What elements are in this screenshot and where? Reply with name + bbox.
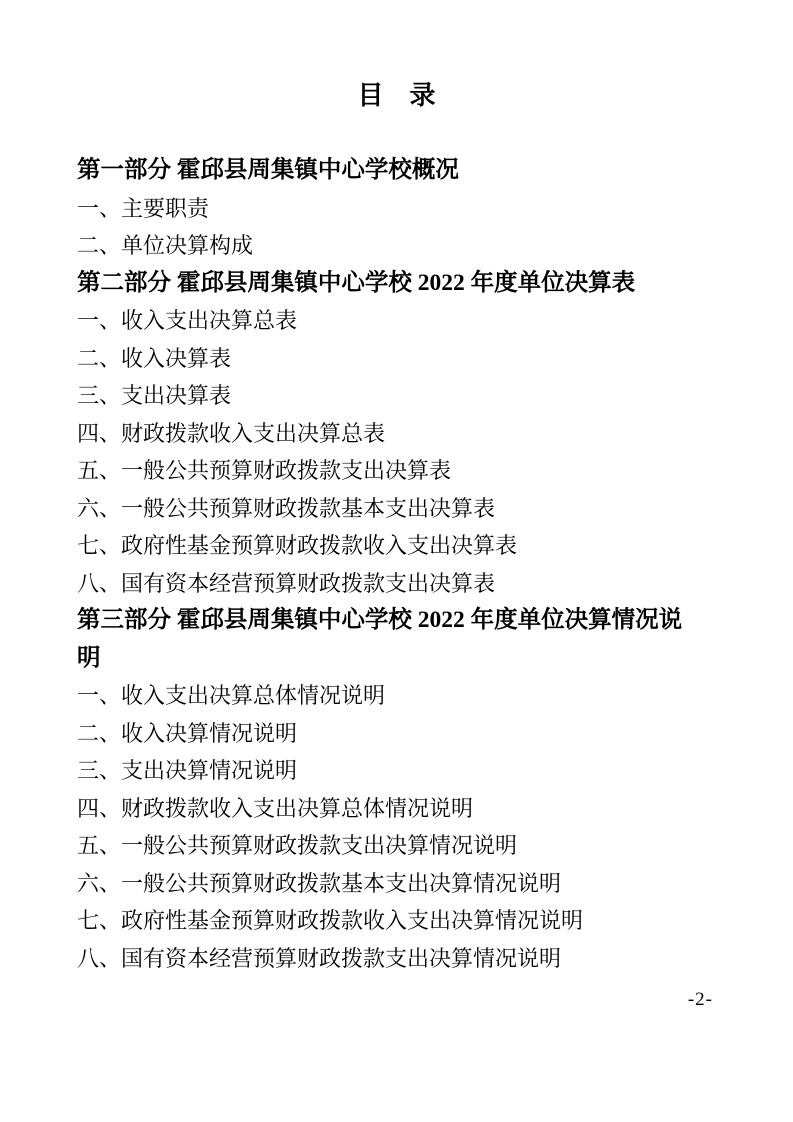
toc-item: 八、国有资本经营预算财政拨款支出决算表 xyxy=(77,570,496,596)
toc-item: 七、政府性基金预算财政拨款收入支出决算情况说明 xyxy=(77,908,584,933)
toc-item: 六、一般公共预算财政拨款基本支出决算表 xyxy=(77,495,496,521)
table-of-contents xyxy=(0,152,793,977)
toc-item: 二、单位决算构成 xyxy=(77,233,254,258)
toc-section-1-heading: 第一部分 霍邱县周集镇中心学校概况 xyxy=(77,157,459,183)
toc-item: 五、一般公共预算财政拨款支出决算情况说明 xyxy=(77,833,518,858)
toc-item: 六、一般公共预算财政拨款基本支出决算情况说明 xyxy=(77,870,562,896)
toc-item: 一、主要职责 xyxy=(77,195,210,221)
toc-item: 一、收入支出决算总体情况说明 xyxy=(77,683,386,708)
toc-item: 七、政府性基金预算财政拨款收入支出决算表 xyxy=(77,533,518,558)
toc-section-2-heading: 第二部分 霍邱县周集镇中心学校 2022 年度单位决算表 xyxy=(77,269,636,296)
toc-item: 二、收入决算情况说明 xyxy=(77,720,298,746)
toc-item: 三、支出决算情况说明 xyxy=(77,758,298,783)
toc-item: 二、收入决算表 xyxy=(77,345,232,371)
page-number: -2- xyxy=(687,989,713,1010)
toc-item: 一、收入支出决算总表 xyxy=(77,308,298,333)
toc-item: 四、财政拨款收入支出决算总表 xyxy=(77,420,386,446)
toc-item: 四、财政拨款收入支出决算总体情况说明 xyxy=(77,795,474,821)
toc-section-3-heading: 第三部分 霍邱县周集镇中心学校 2022 年度单位决算情况说明 xyxy=(77,607,683,671)
toc-item: 五、一般公共预算财政拨款支出决算表 xyxy=(77,458,452,483)
toc-item: 三、支出决算表 xyxy=(77,383,232,408)
page-title: 目 录 xyxy=(357,81,436,110)
toc-item: 八、国有资本经营预算财政拨款支出决算情况说明 xyxy=(77,945,562,971)
